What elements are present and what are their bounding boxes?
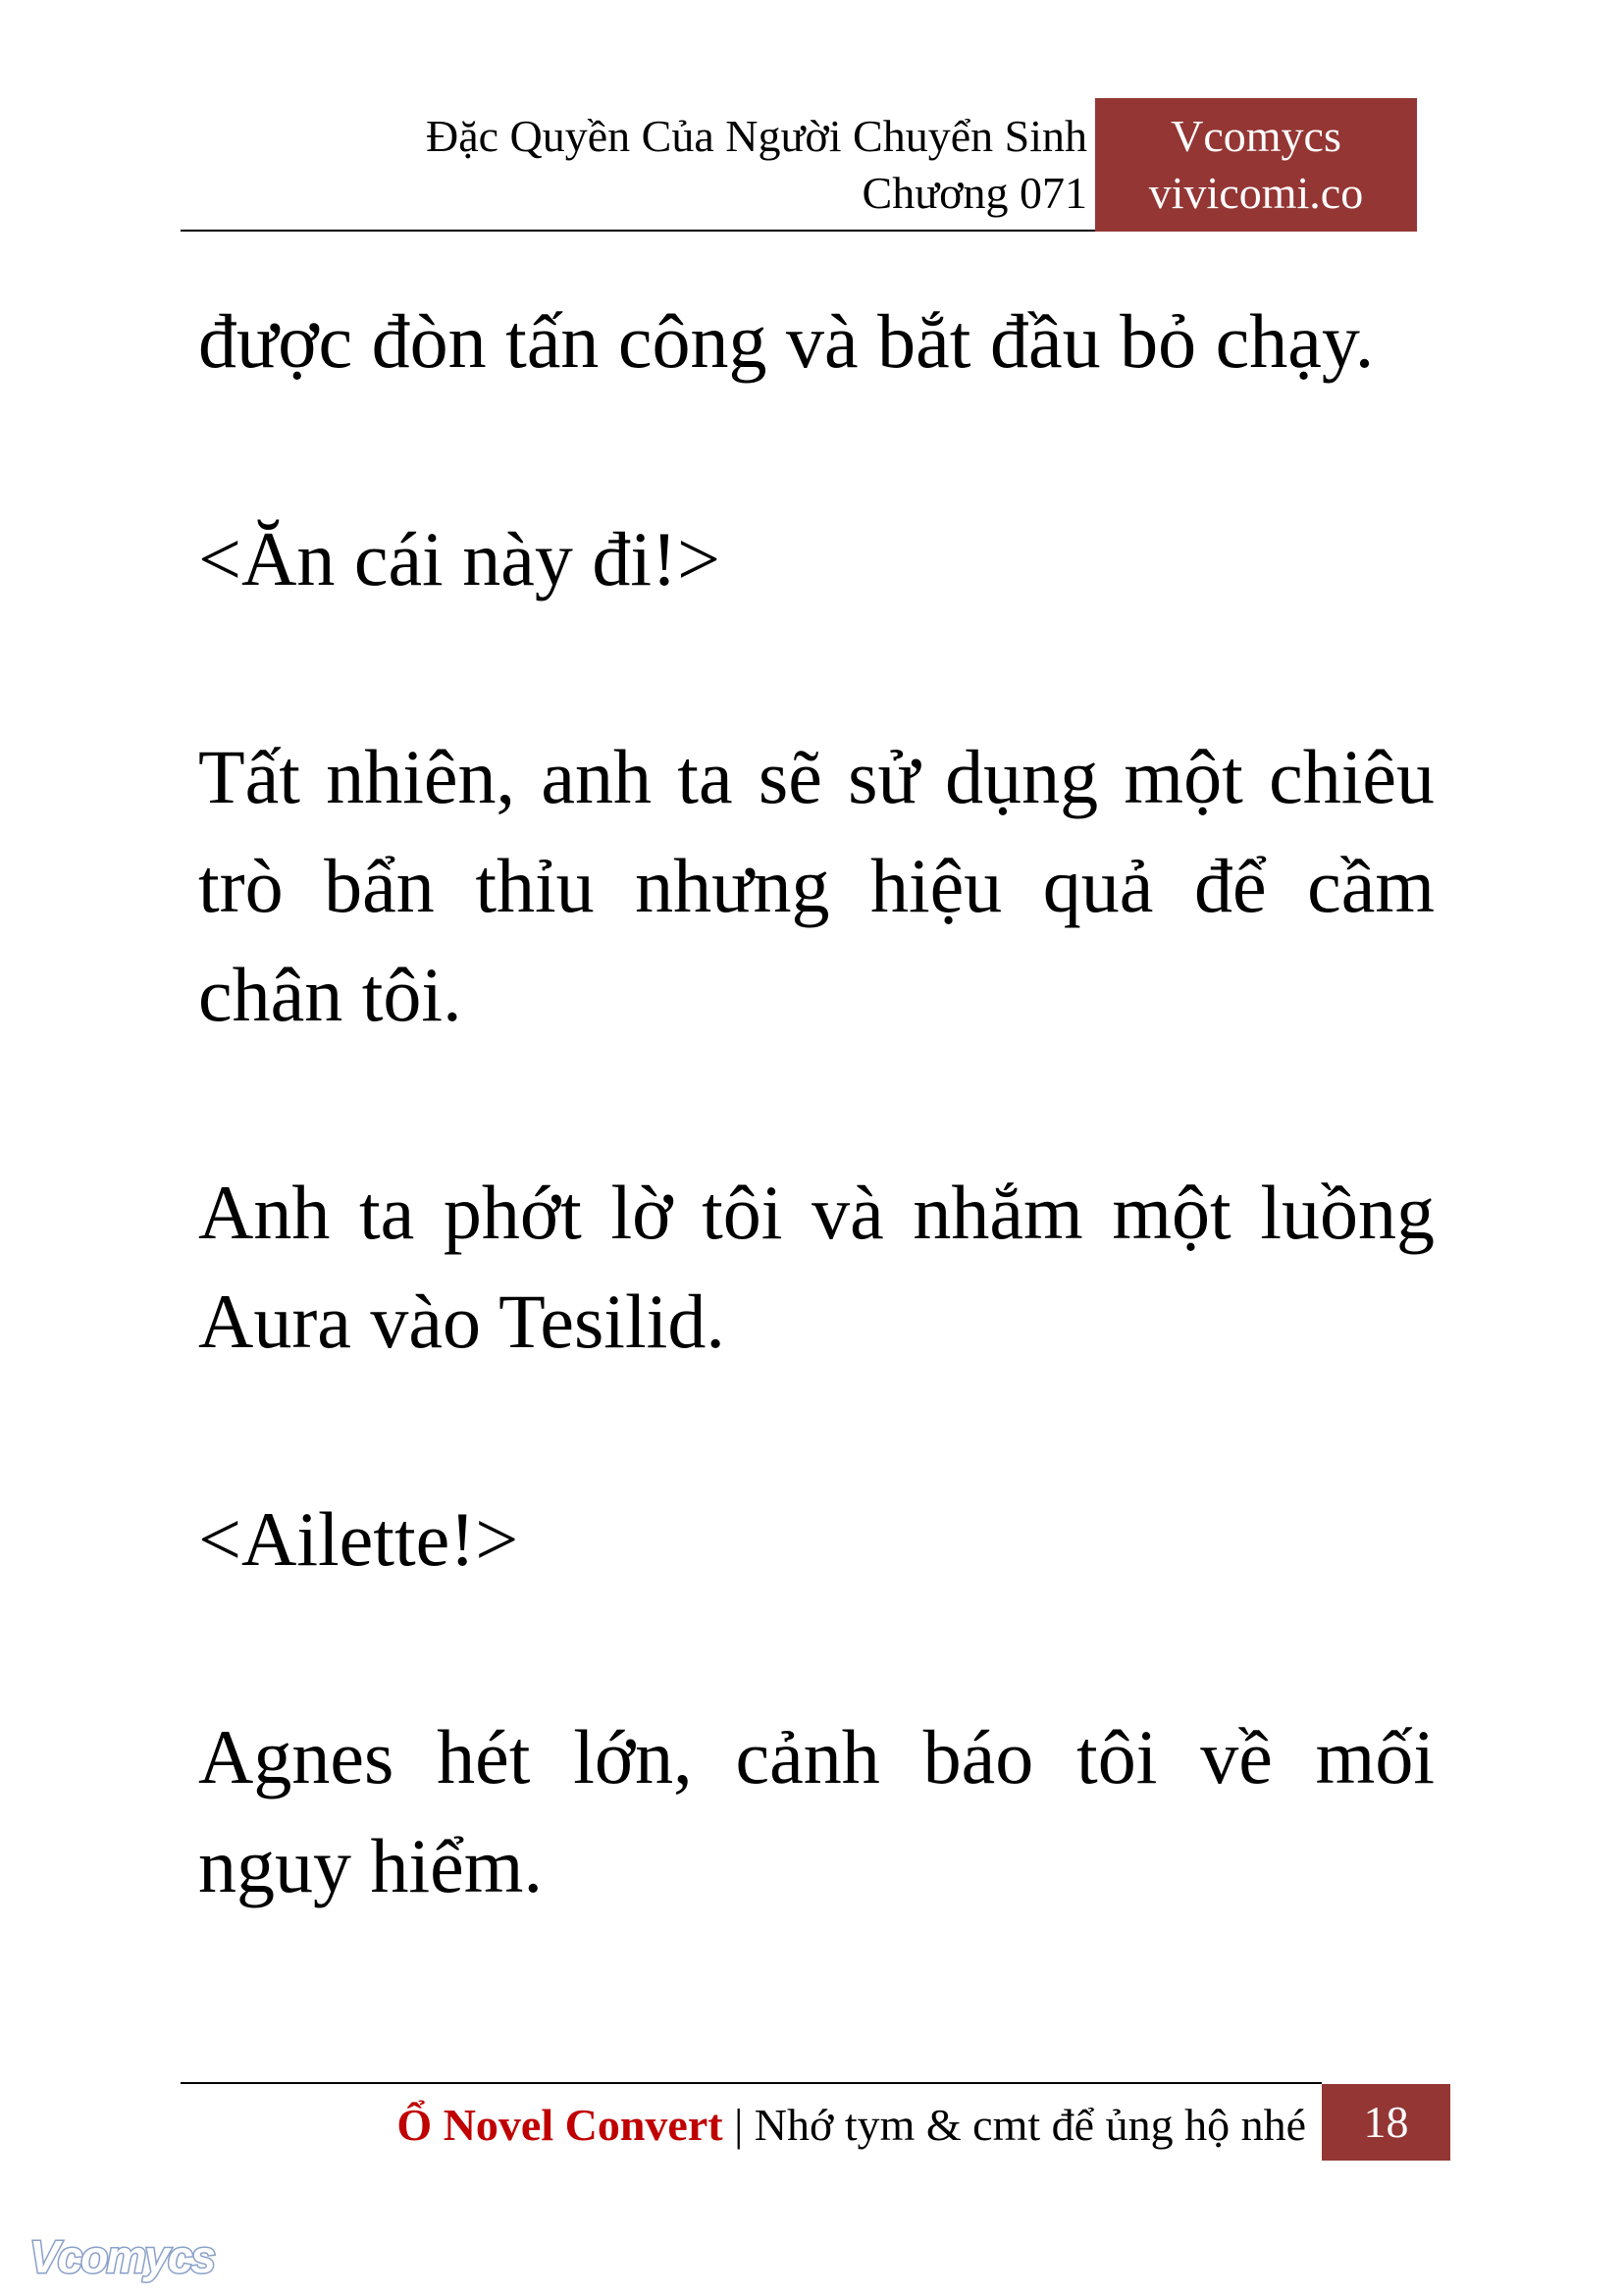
paragraph: Anh ta phớt lờ tôi và nhắm một luồng Aura vào Tesilid.: [198, 1170, 1435, 1364]
page-footer: [181, 2084, 1450, 2161]
paragraph: <Ăn cái này đi!>: [198, 516, 720, 601]
header-divider: [181, 230, 1095, 232]
svg-text:Vcomycs: Vcomycs: [29, 2231, 215, 2282]
paragraph: được đòn tấn công và bắt đầu bỏ chạy.: [198, 298, 1375, 384]
chapter-body: [198, 287, 1435, 1920]
site-badge-name: Vcomycs: [1171, 111, 1341, 161]
book-title: Đặc Quyền Của Người Chuyển Sinh: [425, 111, 1087, 161]
footer-separator: |: [722, 2100, 755, 2150]
paragraph: <Ailette!>: [198, 1496, 519, 1582]
footer-text: [396, 2100, 1306, 2151]
header-title-block: [426, 108, 1087, 222]
paragraph: Agnes hét lớn, cảnh báo tôi về mối nguy hiểm.: [198, 1714, 1435, 1908]
site-badge: [1095, 98, 1417, 232]
page-number: 18: [1322, 2084, 1450, 2161]
chapter-label: Chương 071: [862, 168, 1087, 218]
site-badge-url: vivicomi.co: [1148, 168, 1364, 218]
page-header: [181, 98, 1417, 232]
footer-message: Nhớ tym & cmt để ủng hộ nhé: [754, 2100, 1306, 2150]
paragraph: Tất nhiên, anh ta sẽ sử dụng một chiêu trò bẩn thỉu nhưng hiệu quả để cầm chân tôi.: [198, 734, 1435, 1037]
vcomycs-watermark-logo: [27, 2227, 253, 2284]
footer-brand: Ổ Novel Convert: [396, 2100, 723, 2150]
